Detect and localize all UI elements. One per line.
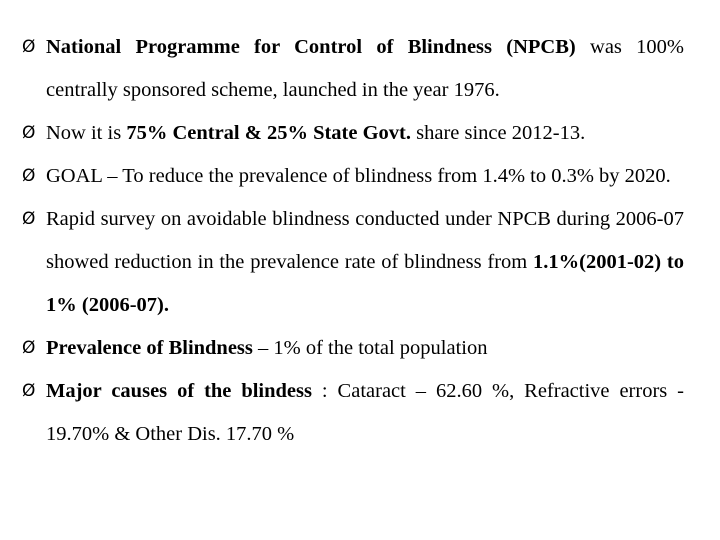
bullet-bold-text: Prevalence of Blindness	[46, 337, 253, 359]
bullet-text: : Cataract – 62.60 %, Refractive errors - 19.70% & Other Dis. 17.70 %	[46, 380, 685, 445]
arrowhead-bullet-icon: Ø	[22, 381, 36, 401]
arrowhead-bullet-icon: Ø	[22, 338, 36, 358]
bullet-funding-share	[22, 112, 684, 155]
bullet-prevalence	[22, 327, 684, 370]
bullet-text: was 100% centrally sponsored scheme, launched in the year 1976.	[46, 36, 684, 101]
bullet-bold-text: 75% Central & 25% State Govt.	[126, 122, 411, 144]
bullet-text: Now it is	[46, 122, 127, 144]
bullet-rapid-survey	[22, 198, 684, 327]
arrowhead-bullet-icon: Ø	[22, 123, 36, 143]
bullet-bold-text: 1.1%(2001-02) to 1% (2006-07).	[46, 251, 684, 316]
bullet-bold-text: National Programme for Control of Blindness (NPCB)	[46, 36, 576, 58]
arrowhead-bullet-icon: Ø	[22, 166, 36, 186]
bullet-text: GOAL – To reduce the prevalence of blindness from 1.4% to 0.3% by 2020.	[46, 165, 671, 187]
arrowhead-bullet-icon: Ø	[22, 209, 36, 229]
bullet-list	[22, 26, 684, 456]
bullet-text: Rapid survey on avoidable blindness conducted under NPCB during 2006-07 showed reduction in the prevalence rate of blindness from	[46, 208, 684, 273]
bullet-text: share since 2012-13.	[411, 122, 586, 144]
bullet-text: – 1% of the total population	[252, 337, 488, 359]
bullet-bold-text: Major causes of the blindess	[46, 380, 312, 402]
bullet-goal	[22, 155, 684, 198]
bullet-npcb-launch	[22, 26, 684, 112]
bullet-major-causes	[22, 370, 684, 456]
arrowhead-bullet-icon: Ø	[22, 37, 36, 57]
